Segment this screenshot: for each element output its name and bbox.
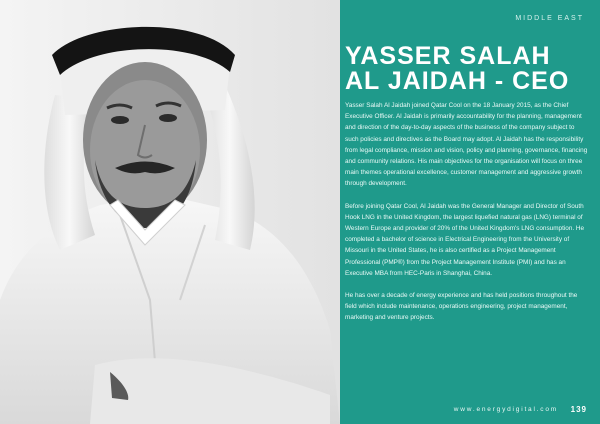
title-line-1: YASSER SALAH xyxy=(345,42,551,70)
article-body xyxy=(345,100,588,335)
paragraph-2: Before joining Qatar Cool, Al Jaidah was the General Manager and Director of South Hook LNG in the United Kingdom, the largest liquefied natural gas (LNG) terminal of Western Europe and provider of 20% of the United Kingdom's LNG consumption. He completed a bachelor of science in Electrical Engineering from the University of Missouri in the United States, he is also certified as a Project Management Professional (PMP®) from the Project Management Institute (PMI) and has an Executive MBA from HEC-Paris in Shanghai, China. xyxy=(345,202,585,277)
paragraph-1: Yasser Salah Al Jaidah joined Qatar Cool on the 18 January 2015, as the Chief Executive Officer. Al Jaidah is primarily accountability for the planning, management and direction of the day-to-day aspects of the business of the company subject to such policies and directives as the Board may adopt. Al Jaidah has the responsibility from legal compliance, mission and vision, policy and planning, governance, financing and community relations. His main objectives for the organisation will focus on three main themes operational excellence, customer management and aggressive growth through development. xyxy=(345,102,588,188)
paragraph-3: He has over a decade of energy experience and has held positions throughout the field which include maintenance, operations engineering, project management, marketing and venture projects. xyxy=(345,292,578,322)
section-label: MIDDLE EAST xyxy=(515,15,584,22)
title-line-2: AL JAIDAH - CEO xyxy=(345,67,570,95)
page-number: 139 xyxy=(570,405,587,414)
footer-url-link[interactable]: www.energydigital.com xyxy=(453,406,558,413)
page-title xyxy=(345,44,595,94)
